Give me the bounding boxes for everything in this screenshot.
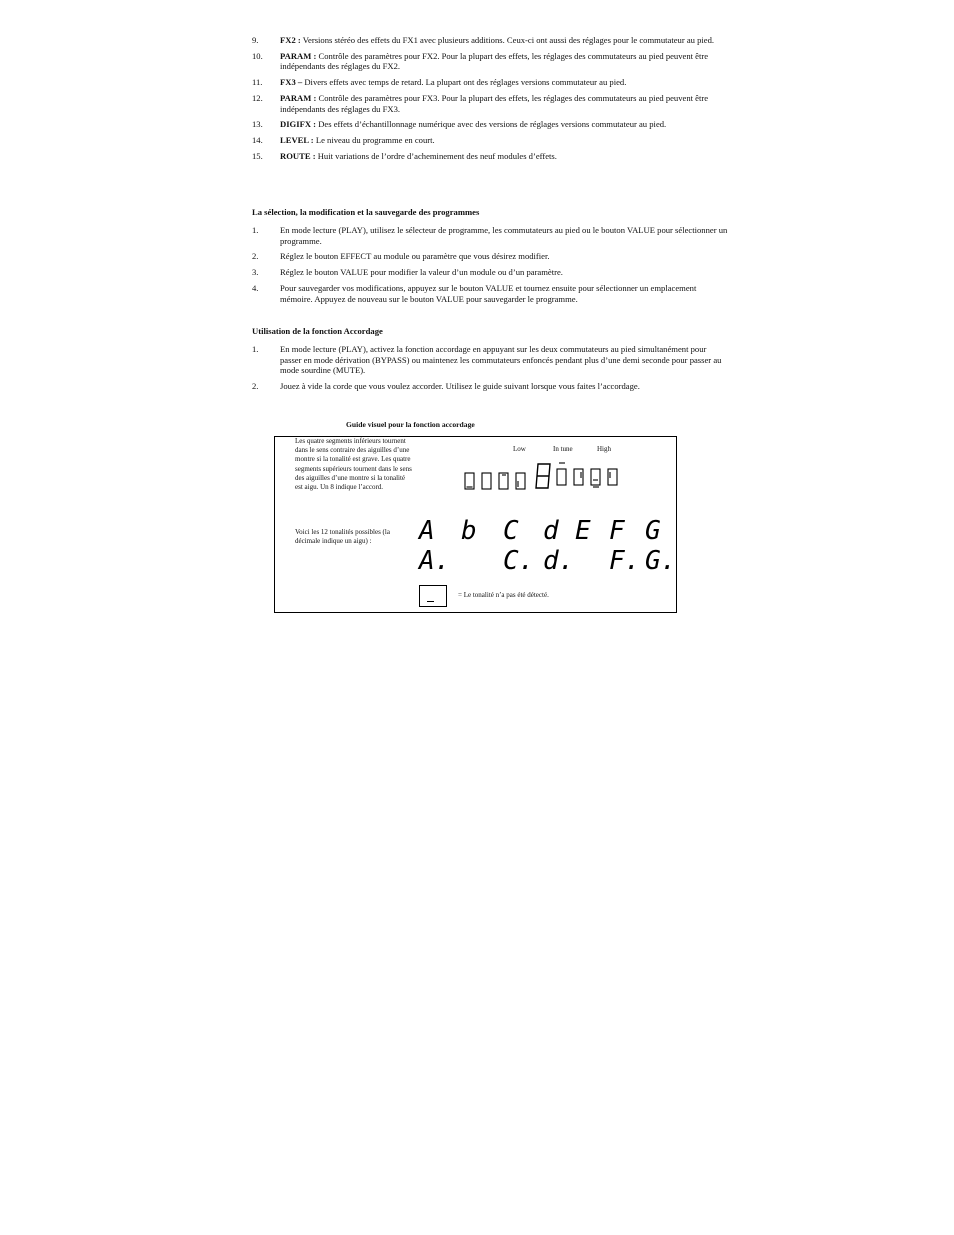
guide-description: Les quatre segments inférieurs tournent dans le sens contraire des aiguilles d’une montre si la tonalité est grave. Les quatre segments supérieurs tournent dans le sens des aiguilles d’une montre si la tonalité est aigu. Un 8 indique l’accord. [295, 437, 412, 492]
note-glyph-sharp: C. [503, 546, 535, 576]
list-item [252, 267, 728, 278]
note-glyph-sharp: G. [645, 546, 677, 576]
list-item [252, 151, 728, 162]
note-glyph: F [609, 516, 625, 546]
note-glyph: G [645, 516, 661, 546]
tuner-notes-display [419, 516, 677, 576]
list-item-term: ROUTE : [280, 150, 316, 161]
list-item [252, 77, 728, 88]
list-item [252, 225, 728, 246]
list-item [252, 51, 728, 72]
list-item-text: Divers effets avec temps de retard. La plupart ont des réglages versions commutateur au pied. [302, 77, 627, 88]
list-item-number: 11. [252, 77, 263, 88]
list-item [252, 251, 728, 262]
list-item-text: Huit variations de l’ordre d’acheminement des neuf modules d’effets. [315, 150, 557, 161]
list-item-number: 13. [252, 119, 263, 130]
list-item-text: Des effets d’échantillonnage numérique avec des versions de réglages versions commutateur au pied. [316, 119, 667, 130]
note-glyph: b [461, 516, 477, 546]
list-item-number: 15. [252, 150, 263, 161]
list-item [252, 119, 728, 130]
list-item-number: 4. [252, 282, 259, 293]
list-item [252, 35, 728, 46]
list-item-number: 2. [252, 380, 259, 391]
list-item-term: PARAM : [280, 50, 317, 61]
list-item-number: 10. [252, 50, 263, 61]
list-item-text: Pour sauvegarder vos modifications, appuyez sur le bouton VALUE et tournez ensuite pour sélectionner un emplacement mémoire. Appuyez de nouveau sur le bouton VALUE pour sauvegarder le programme. [280, 282, 697, 304]
list-item-text: Contrôle des paramètres pour FX3. Pour la plupart des effets, les réglages des commutateurs au pied peuvent être indépendants des réglages du FX3. [280, 92, 709, 114]
list-item-number: 1. [252, 225, 259, 235]
note-glyph-sharp: A. [419, 546, 451, 576]
section-heading-selection: La sélection, la modification et la sauvegarde des programmes [252, 207, 480, 217]
list-item-number: 12. [252, 92, 263, 103]
list-item-number: 14. [252, 135, 263, 146]
note-glyph-sharp: F. [609, 546, 641, 576]
list-item-text: Le niveau du programme en court. [313, 135, 435, 146]
list-item-number: 3. [252, 267, 259, 278]
no-tone-legend: = Le tonalité n’a pas été détecté. [458, 591, 549, 599]
list-item-term: FX3 – [280, 77, 303, 88]
list-item-text: En mode lecture (PLAY), activez la fonction accordage en appuyant sur les deux commutateurs au pied simultanément pour passer en mode dérivation (BYPASS) ou maintenez les commutateurs enfoncés pendant plus d’une demi seconde pour passer au mode sourdine (MUTE). [280, 344, 722, 376]
list-item-term: PARAM : [280, 92, 317, 103]
list-item-number: 9. [252, 35, 259, 45]
list-item [252, 93, 728, 114]
list-item-text: En mode lecture (PLAY), utilisez le sélecteur de programme, les commutateurs au pied ou le bouton VALUE pour sélectionner un programme. [280, 225, 728, 246]
tuner-meter-display [465, 461, 665, 493]
note-glyph: E [575, 516, 591, 546]
guide-notes-intro: Voici les 12 tonalités possibles (la décimale indique un aigu) : [295, 528, 390, 546]
list-item-text: Réglez le bouton EFFECT au module ou paramètre que vous désirez modifier. [280, 251, 550, 262]
list-item [252, 344, 728, 376]
section-heading-tuning: Utilisation de la fonction Accordage [252, 326, 383, 336]
list-item [252, 135, 728, 146]
list-item [252, 381, 728, 392]
feature-list [252, 35, 728, 167]
tuning-steps-list [252, 344, 728, 397]
list-item-number: 2. [252, 251, 259, 262]
selection-steps-list [252, 225, 728, 309]
list-item [252, 283, 728, 304]
label-high: High [597, 445, 611, 453]
list-item-number: 1. [252, 344, 259, 354]
list-item-text: Réglez le bouton VALUE pour modifier la valeur d’un module ou d’un paramètre. [280, 267, 563, 278]
list-item-term: DIGIFX : [280, 119, 317, 130]
list-item-text: Contrôle des paramètres pour FX2. Pour la plupart des effets, les réglages des commutateurs au pied peuvent être indépendants des réglages du FX2. [280, 50, 709, 72]
note-glyph: C [503, 516, 519, 546]
tuner-guide-box [274, 436, 677, 613]
label-in-tune: In tune [553, 445, 573, 453]
list-item-term: FX2 : [280, 35, 301, 45]
list-item-text: Versions stéréo des effets du FX1 avec plusieurs additions. Ceux-ci ont aussi des réglages pour le commutateur au pied. [300, 35, 715, 45]
guide-title: Guide visuel pour la fonction accordage [346, 420, 475, 429]
no-tone-display-icon [419, 585, 447, 607]
label-low: Low [513, 445, 526, 453]
note-glyph: d [543, 516, 559, 546]
note-glyph: A [419, 516, 435, 546]
note-glyph-sharp: d. [543, 546, 575, 576]
list-item-term: LEVEL : [280, 135, 314, 146]
list-item-text: Jouez à vide la corde que vous voulez accorder. Utilisez le guide suivant lorsque vous faites l’accordage. [280, 380, 640, 391]
